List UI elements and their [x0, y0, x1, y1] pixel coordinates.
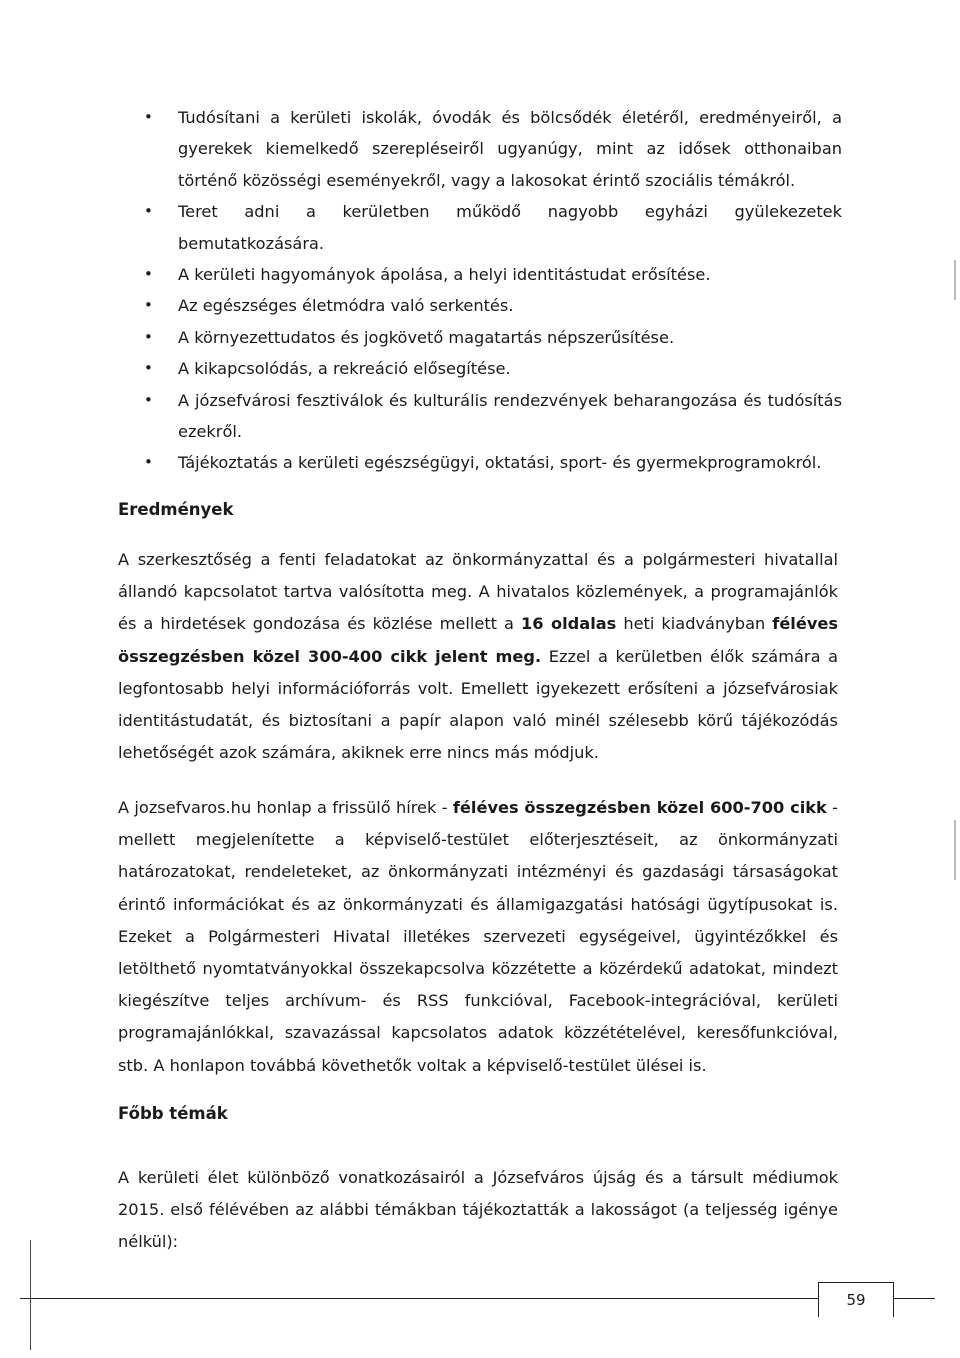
bullet-item: • A kikapcsolódás, a rekreáció elősegítése. — [118, 353, 842, 384]
task-bullet-list — [118, 102, 842, 479]
paragraph-topics-intro: A kerületi élet különböző vonatkozásairól a Józsefváros újság és a társult médiumok 2015. első félévében az alábbi témákban tájékoztatták a lakosságot (a teljesség igénye nélkül): — [118, 1168, 838, 1252]
text-run: - mellett megjelenítette a képviselő-testület előterjesztéseit, az önkormányzati határozatokat, rendeleteket, az önkormányzati intézményi és gazdasági társaságokat érintő információkat és az önkormányzati és államigazgatási hatósági ügytípusokat is. Ezeket a Polgármesteri Hivatal illetékes szervezeti egységeivel, ügyintézőkkel és letölthető nyomtatványokkal összekapcsolva közzétette a közérdekű adatokat, mindezt kiegészítve teljes archívum- és RSS funkcióval, Facebook-integrációval, kerületi programajánlókkal, szavazással kapcsolatos adatok közzétételével, keresőfunkcióval, stb. A honlapon továbbá követhetők voltak a képviselő-testület ülései is. — [118, 798, 838, 1075]
bullet-item: • A józsefvárosi fesztiválok és kulturális rendezvények beharangozása és tudósítás ezekről. — [118, 385, 842, 448]
footer-rule — [20, 1298, 935, 1299]
page-number: 59 — [846, 1291, 866, 1309]
section-heading-eredmenyek: Eredmények — [118, 500, 234, 519]
bullet-item: • Teret adni a kerületben működő nagyobb egyházi gyülekezetek bemutatkozására. — [118, 196, 842, 259]
bullet-item: • Az egészséges életmódra való serkentés. — [118, 290, 842, 321]
bold-text-run: féléves összegzésben közel 600-700 cikk — [452, 798, 827, 817]
text-run: heti kiadványban — [616, 614, 773, 634]
section-heading-fobb-temak: Főbb témák — [118, 1104, 228, 1123]
paragraph-results — [118, 544, 838, 769]
bullet-item: • A kerületi hagyományok ápolása, a helyi identitástudat erősítése. — [118, 259, 842, 290]
scan-edge-mark — [954, 820, 956, 880]
bold-text-run: féléves összegzésben közel 300-400 cikk jelent meg. — [118, 614, 838, 666]
bold-text-run: 16 oldalas — [520, 614, 617, 634]
text-run: Ezzel a kerületben élők számára a legfontosabb helyi információforrás volt. Emellett igyekezett erősíteni a józsefvárosiak identitástudatát, és biztosítani a papír alapon való minél szélesebb körű tájékozódás lehetőségét azok számára, akiknek erre nincs más módjuk. — [118, 646, 838, 763]
text-run: A szerkesztőség a fenti feladatokat az önkormányzattal és a polgármesteri hivatallal állandó kapcsolatot tartva valósította meg. A hivatalos közlemények, a programajánlók és a hirdetések gondozása és közlése mellett a — [118, 550, 838, 634]
bullet-item: • Tájékoztatás a kerületi egészségügyi, oktatási, sport- és gyermekprogramokról. — [118, 447, 842, 478]
bullet-item: • Tudósítani a kerületi iskolák, óvodák és bölcsődék életéről, eredményeiről, a gyerekek kiemelkedő szerepléseiről ugyanúgy, mint az idősek otthonaiban történő közösségi eseményekről, vagy a lakosokat érintő szociális témákról. — [118, 102, 842, 196]
bullet-item: • A környezettudatos és jogkövető magatartás népszerűsítése. — [118, 322, 842, 353]
paragraph-website — [118, 792, 838, 1082]
text-run: A jozsefvaros.hu honlap a frissülő hírek - — [118, 798, 453, 817]
page-number-box — [818, 1282, 894, 1317]
scan-edge-mark — [954, 260, 956, 300]
margin-rule — [30, 1240, 31, 1350]
